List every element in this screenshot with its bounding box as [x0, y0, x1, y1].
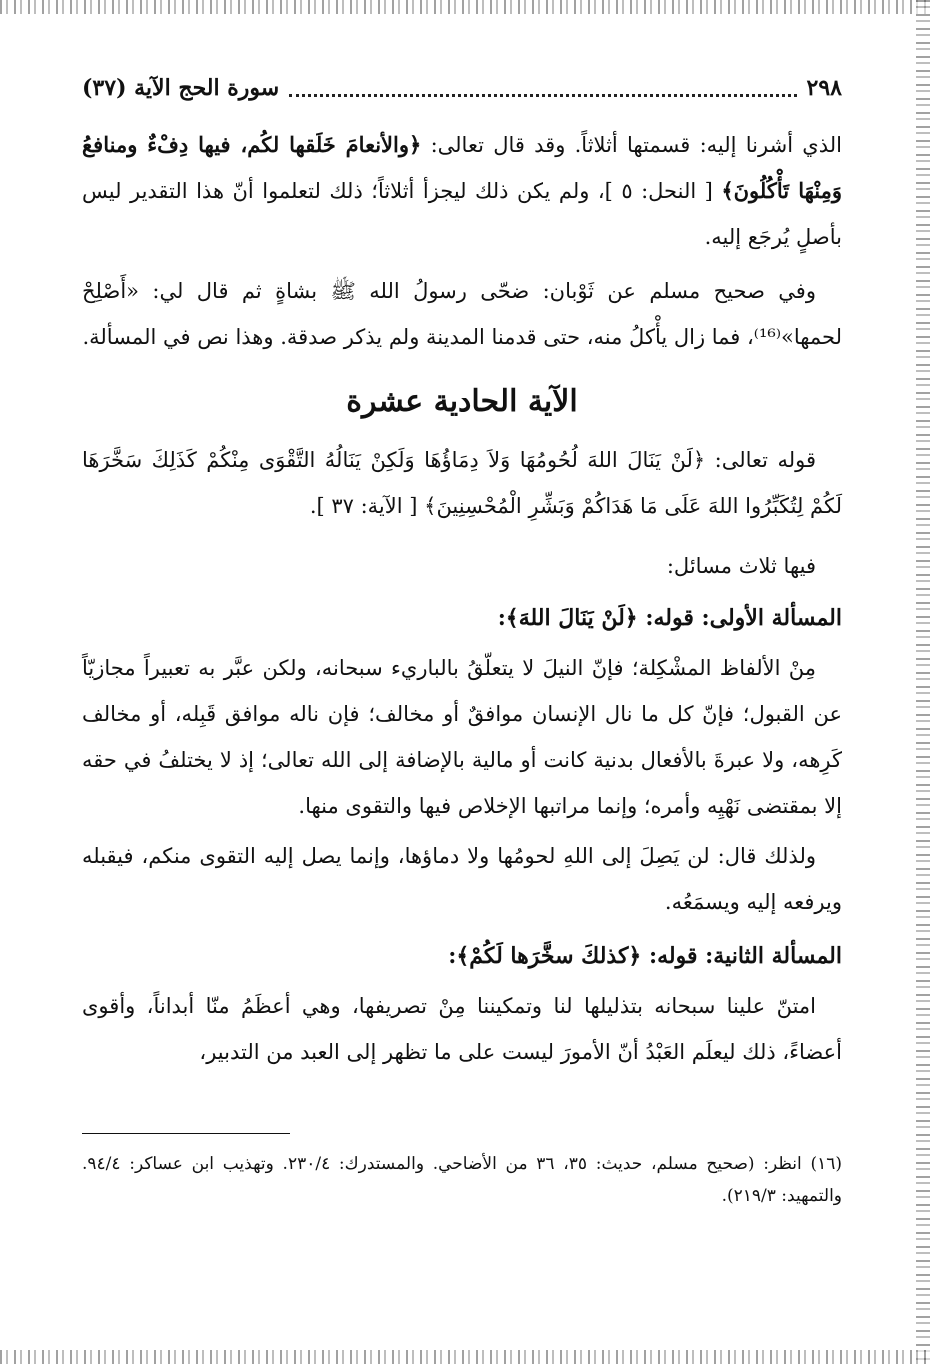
decorative-border-top	[0, 0, 930, 14]
issue-two-heading: المسألة الثانية: قوله: ﴿كذلكَ سخَّرَها لَكُمْ﴾:	[448, 943, 842, 969]
issues-intro: فيها ثلاث مسائل:	[666, 554, 816, 578]
page-number: ٢٩٨	[806, 75, 842, 101]
header-dot-leader	[289, 80, 796, 97]
issue-one-heading: المسألة الأولى: قوله: ﴿لَنْ يَنَالَ اللهَ﴾:	[497, 605, 842, 631]
footnote-separator	[82, 1133, 290, 1134]
running-header	[82, 68, 842, 108]
quran-quote-anam: ﴿والأنعامَ خَلَقها لكُم، فيها دِفْءٌ ومنافعُ وَمِنْهَا تَأْكُلُونَ﴾	[82, 132, 842, 203]
surah-title: سورة الحج الآية (٣٧)	[82, 75, 280, 101]
page-content	[82, 68, 842, 1212]
section-title: الآية الحادية عشرة	[346, 384, 578, 419]
verse-text: ﴿لَنْ يَنَالَ اللهَ لُحُومُهَا وَلاَ دِمَاؤُهَا وَلَكِنْ يَنَالُهُ التَّقْوَى مِنْكُمْ كَذَلِكَ سَخَّرَهَا لَكُمْ لِتُكَبِّرُوا اللهَ عَلَى مَا هَدَاكُمْ وَبَشِّرِ الْمُحْسِنِينَ﴾	[82, 448, 842, 518]
issue-two-paragraph: امتنّ علينا سبحانه بتذليلها لنا وتمكيننا مِنْ تصريفها، وهي أعظَمُ منّا أبداناً، وأقوى أعضاءً، ذلك ليعلَم العَبْدُ أنّ الأمورَ ليست على ما تظهر إلى العبد من التدبير،	[82, 994, 842, 1064]
decorative-border-bottom	[0, 1350, 930, 1364]
verse-intro: قوله تعالى:	[705, 448, 816, 472]
opening-text-pre: الذي أشرنا إليه: قسمتها أثلاثاً. وقد قال تعالى:	[421, 133, 842, 157]
verse-paragraph	[82, 437, 842, 529]
verse-reference: [ الآية: ٣٧ ].	[309, 494, 425, 518]
opening-text-post: [ النحل: ٥ ]، ولم يكن ذلك ليجزأ أثلاثاً؛ ذلك لتعلموا أنّ هذا التقدير ليس بأصلٍ يُرجَع إليه.	[82, 179, 842, 249]
issue-one-paragraph-2: ولذلك قال: لن يَصِلَ إلى اللهِ لحومُها ولا دماؤها، وإنما يصل إليه التقوى منكم، فيقبله ويرفعه إليه ويسمَعُه.	[82, 844, 842, 914]
footnote: (١٦) انظر: (صحيح مسلم، حديث: ٣٥، ٣٦ من الأضاحي. والمستدرك: ٢٣٠/٤. وتهذيب ابن عساكر: ٩٤/٤. والتمهيد: ٢١٩/٣).	[82, 1154, 842, 1206]
opening-paragraph	[82, 122, 842, 260]
decorative-border-right	[916, 0, 930, 1364]
issue-one-paragraph: مِنْ الألفاظ المشْكِلة؛ فإنّ النيلَ لا يتعلّقُ بالباريء سبحانه، ولكن عبَّر به تعبيراً مجازيّاً عن القبول؛ فإنّ كل ما نال الإنسان موافقٌ أو مخالف؛ فإن ناله موافق قَبِله، أو مخالف كَرِهه، ولا عبرةَ بالأفعال بدنية كانت أو مالية بالإضافة إلى الله تعالى؛ إذ لا يختلفُ في حقه إلا بمقتضى نَهْيِه وأمره؛ وإنما مراتبها الإخلاص فيها والتقوى منها.	[82, 656, 842, 818]
hadith-paragraph: وفي صحيح مسلم عن ثَوْبان: ضحّى رسولُ الله ﷺ بشاةٍ ثم قال لي: «أَصْلِحْ لحمها»⁽¹⁶⁾، فما زال يأْكلُ منه، حتى قدمنا المدينة ولم يذكر صدقة. وهذا نص في المسألة.	[82, 279, 842, 349]
